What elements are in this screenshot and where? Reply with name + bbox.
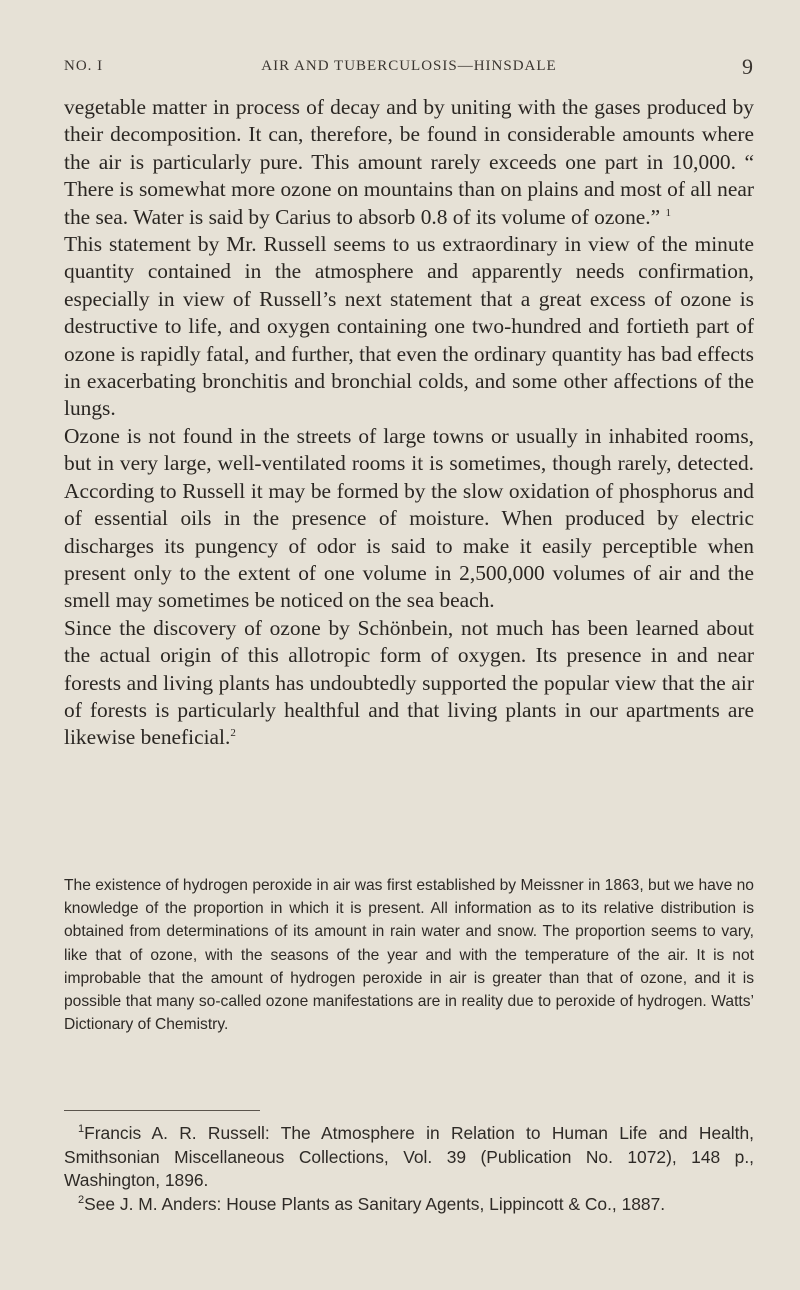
main-text (64, 94, 754, 752)
footnote-2 (64, 1193, 754, 1217)
footnote-mark-1: 1 (78, 1123, 85, 1136)
paragraph-1-text: vegetable matter in process of decay and by uniting with the gases produced by their decomposition. It can, therefore, be found in considerable amounts where the air is particularly pure. This amount rarely exceeds one part in 10,000. “ There is somewhat more ozone on mountains than on plains and most of all near the sea. Water is said by Carius to absorb 0.8 of its volume of ozone.” (64, 95, 754, 229)
page-number: 9 (742, 54, 754, 79)
footnote-ref-1: 1 (665, 206, 671, 219)
paragraph-3: Ozone is not found in the streets of large towns or usually in inhabited rooms, but in very large, well-ventilated rooms it is sometimes, though rarely, detected. According to Russell it may be formed by the slow oxidation of phosphorus and of essential oils in the presence of moisture. When produced by electric discharges its pungency of odor is said to make it easily perceptible when present only to the extent of one volume in 2,500,000 volumes of air and the smell may sometimes be noticed on the sea beach. (64, 423, 754, 613)
footnote-ref-2: 2 (230, 727, 236, 740)
footnote-divider (64, 1110, 260, 1111)
paragraph-2: This statement by Mr. Russell seems to us extraordinary in view of the minute quantity contained in the atmosphere and apparently needs confirmation, especially in view of Russell’s next statement that a great excess of ozone is destructive to life, and oxygen containing one two-hundred and fortieth part of ozone is rapidly fatal, and further, that even the ordinary quantity has bad effects in exacerbating bronchitis and bronchial colds, and some other affections of the lungs. (64, 232, 754, 421)
quoted-passage (64, 874, 754, 1036)
quoted-passage-text: The existence of hydrogen peroxide in air was first established by Meissner in 1863, but we have no knowledge of the proportion in which it is present. All information as to its relative distribution is obtained from determinations of its amount in rain water and snow. The proportion seems to vary, like that of ozone, with the seasons of the year and with the temperature of the air. It is not improbable that the amount of hydrogen peroxide in air is greater than that of ozone, and it is possible that many so-called ozone manifestations are in reality due to peroxide of hydrogen. Watts’ Dictionary of Chemistry. (64, 877, 754, 1034)
running-title: AIR AND TUBERCULOSIS—HINSDALE (261, 58, 557, 74)
footnote-1 (64, 1122, 754, 1193)
paragraph-4 (64, 615, 754, 752)
footnote-mark-2: 2 (78, 1193, 85, 1206)
paragraph-1 (64, 94, 754, 231)
footnotes (64, 1122, 754, 1216)
running-head (64, 54, 754, 80)
footnote-2-text: See J. M. Anders: House Plants as Sanitary Agents, Lippincott & Co., 1887. (84, 1193, 666, 1214)
footnote-1-text: Francis A. R. Russell: The Atmosphere in Relation to Human Life and Health, Smithsonian Miscellaneous Collections, Vol. 39 (Publication No. 1072), 148 p., Washington, 1896. (64, 1123, 754, 1191)
paragraph-4-text: Since the discovery of ozone by Schönbein, not much has been learned about the actual origin of this allotropic form of oxygen. Its presence in and near forests and living plants has undoubtedly supported the popular view that the air of forests is particularly healthful and that living plants in our apartments are likewise beneficial. (64, 615, 754, 750)
issue-number: NO. I (64, 58, 104, 74)
